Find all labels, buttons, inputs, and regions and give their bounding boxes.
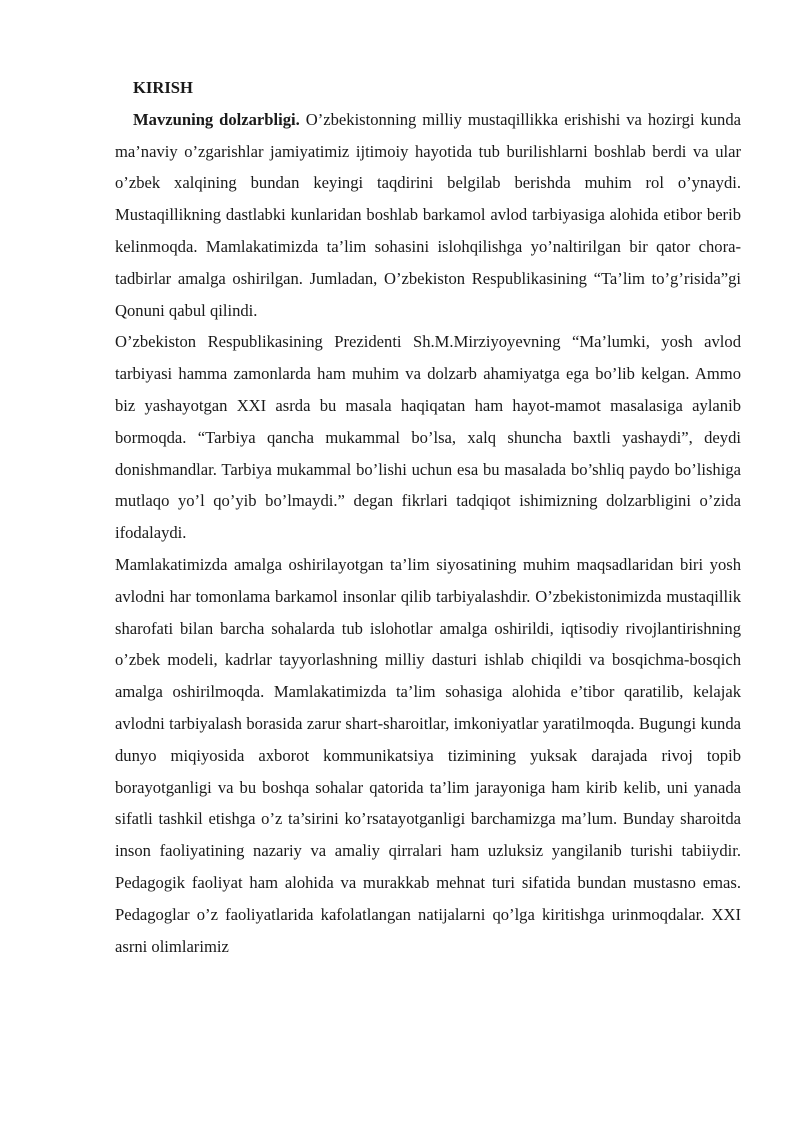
paragraph-text: O’zbekistonning milliy mustaqillikka erishishi va hozirgi kunda ma’naviy o’zgarishlar jamiyatimiz ijtimoiy hayotida tub burilishlarni boshlab berdi va ular o’zbek xalqining bundan keyingi taqdirini belgilab berishda muhim rol o’ynaydi. Mustaqillikning dastlabki kunlaridan boshlab barkamol avlod tarbiyasiga alohida etibor berib kelinmoqda. Mamlakatimizda ta’lim sohasini islohqilishga yo’naltirilgan bir qator chora-tadbirlar amalga oshirilgan. Jumladan, O’zbekiston Respublikasining “Ta’lim to’g’risida”gi Qonuni qabul qilindi.	[115, 109, 741, 320]
document-body	[115, 72, 741, 962]
paragraph-president-quote: O’zbekiston Respublikasining Prezidenti Sh.M.Mirziyoyevning “Ma’lumki, yosh avlod tarbiyasi hamma zamonlarda ham muhim va dolzarb ahamiyatga ega bo’lib kelgan. Ammo biz yashayotgan XXI asrda bu masala haqiqatan ham hayot-mamot masalasiga aylanib bormoqda. “Tarbiya qancha mukammal bo’lsa, xalq shuncha baxtli yashaydi”, deydi donishmandlar. Tarbiya mukammal bo’lishi uchun esa bu masalada bo’shliq paydo bo’lishiga mutlaqo yo’l qo’yib bo’lmaydi.” degan fikrlari tadqiqot ishimizning dolzarbligini o’zida ifodalaydi.	[115, 332, 741, 543]
paragraph-relevance	[115, 104, 741, 327]
section-heading: KIRISH	[133, 78, 193, 97]
paragraph-education-policy: Mamlakatimizda amalga oshirilayotgan ta’lim siyosatining muhim maqsadlaridan biri yosh avlodni har tomonlama barkamol insonlar qilib tarbiyalashdir. O’zbekistonimizda mustaqillik sharofati bilan barcha sohalarda tub islohotlar amalga oshirildi, iqtisodiy rivojlantirishning o’zbek modeli, kadrlar tayyorlashning milliy dasturi ishlab chiqildi va bosqichma-bosqich amalga oshirilmoqda. Mamlakatimizda ta’lim sohasiga alohida e’tibor qaratilib, kelajak avlodni tarbiyalash borasida zarur shart-sharoitlar, imkoniyatlar yaratilmoqda. Bugungi kunda dunyo miqiyosida axborot kommunikatsiya tizimining yuksak darajada rivoj topib borayotganligi va bu boshqa sohalar qatorida ta’lim jarayoniga ham kirib kelib, uni yanada sifatli tashkil etishga o’z ta’sirini ko’rsatayotganligi barchamizga ma’lum. Bunday sharoitda inson faoliyatining nazariy va amaliy qirralari ham uzluksiz yangilanib turishi tabiiydir. Pedagogik faoliyat ham alohida va murakkab mehnat turi sifatida bundan mustasno emas. Pedagoglar o’z faoliyatlarida kafolatlangan natijalarni qo’lga kiritishga urinmoqdalar. XXI asrni olimlarimiz	[115, 554, 741, 956]
paragraph-lead: Mavzuning dolzarbligi.	[133, 109, 300, 129]
